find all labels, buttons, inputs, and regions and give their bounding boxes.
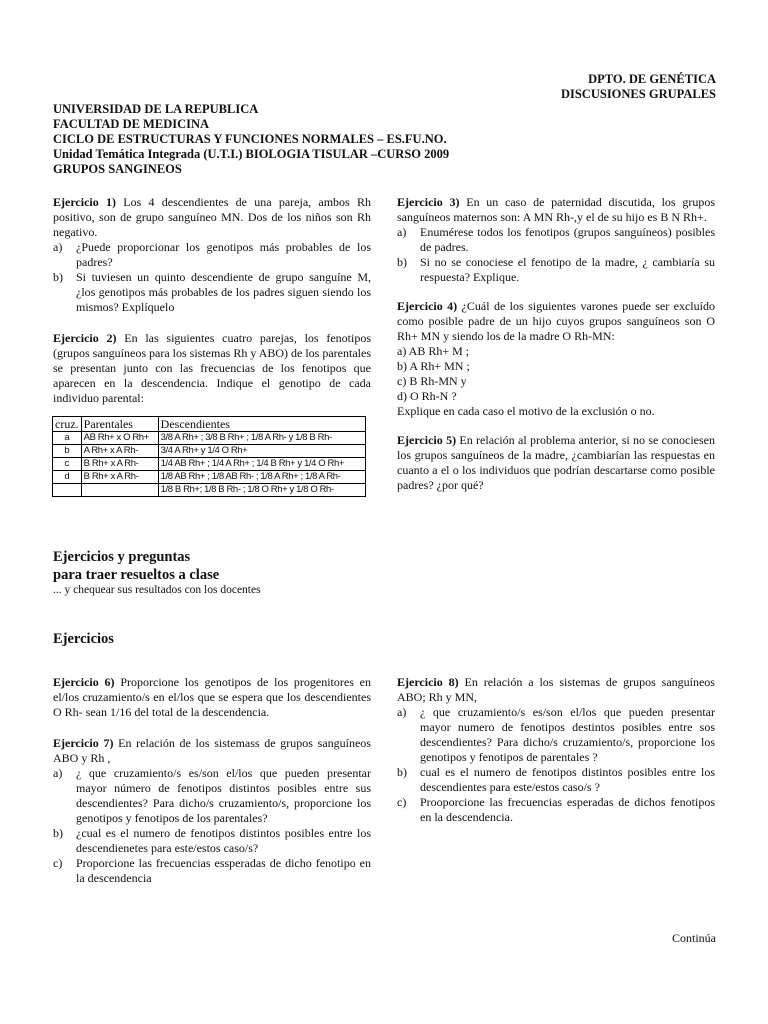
- exercise-8-item-c: c) Prooporcione las frecuencias esperadas de dichos fenotipos en la descendencia.: [397, 795, 715, 824]
- table-cell: 1/8 B Rh+; 1/8 B Rh- ; 1/8 O Rh+ y 1/8 O Rh-: [158, 484, 365, 497]
- table-cell: 1/8 AB Rh+ ; 1/8 AB Rh- ; 1/8 A Rh+ ; 1/8 A Rh-: [158, 471, 365, 484]
- table-cell: [81, 484, 158, 497]
- section-heading-exercises: Ejercicios: [53, 631, 114, 647]
- exercise-4-instruction: Explique en cada caso el motivo de la exclusión o no.: [397, 404, 655, 418]
- table-cell: a: [53, 432, 82, 445]
- table-row: [53, 458, 366, 471]
- institution-header: [53, 102, 449, 177]
- table-cell: 1/4 AB Rh+ ; 1/4 A Rh+ ; 1/4 B Rh+ y 1/4 O Rh+: [158, 458, 365, 471]
- table-header-row: [53, 417, 366, 432]
- department-name: DPTO. DE GENÉTICA: [588, 72, 716, 86]
- table-header: Descendientes: [158, 417, 365, 432]
- table-row: [53, 445, 366, 458]
- exercise-3-item-b: b) Si no se conociese el fenotipo de la madre, ¿ cambiaría su respuesta? Explique.: [397, 255, 715, 284]
- exercise-3-item-a: a) Enumérese todos los fenotipos (grupos sanguíneos) posibles de padres.: [397, 225, 715, 254]
- left-column-top: [53, 195, 371, 406]
- exercise-4-option: c) B Rh-MN y: [397, 374, 467, 388]
- exercise-2-text: En las siguientes cuatro parejas, los fenotipos (grupos sanguíneos para los sistemas Rh y ABO) de los parentales se presentan junto con las frecuencias de los fenotipos que aparecen en la descendencia. Indique el genotipo de cada individuo parental:: [53, 331, 371, 405]
- exercise-2-label: Ejercicio 2): [53, 331, 117, 345]
- exercise-4-option: a) AB Rh+ M ;: [397, 344, 470, 358]
- table-header: Parentales: [81, 417, 158, 432]
- table-cell: B Rh+ x A Rh-: [81, 471, 158, 484]
- continue-note: Continúa: [672, 931, 716, 945]
- document-type: DISCUSIONES GRUPALES: [560, 87, 716, 101]
- exercise-3-text: En un caso de paternidad discutida, los grupos sanguíneos maternos son: A MN Rh-,y el de su hijo es B N Rh+.: [397, 195, 715, 224]
- right-column-top: [397, 195, 715, 493]
- table-cell: 3/8 A Rh+ ; 3/8 B Rh+ ; 1/8 A Rh- y 1/8 B Rh-: [158, 432, 365, 445]
- section-heading-homework: Ejercicios y preguntas para traer resueltos a clase: [53, 549, 220, 583]
- table-cell: 3/4 A Rh+ y 1/4 O Rh+: [158, 445, 365, 458]
- exercise-5-text: En relación al problema anterior, si no se conociesen los grupos sanguíneos de la madre, ¿cambiarían las respuestas en cuanto a el o los individuos que podrían descartarse como posible padres? ¿por qué?: [397, 433, 715, 492]
- exercise-5: [397, 433, 715, 493]
- exercise-4-label: Ejercicio 4): [397, 299, 458, 313]
- section-subheading: ... y chequear sus resultados con los docentes: [53, 584, 261, 596]
- exercise-7-text: En relación de los sistemass de grupos sanguíneos ABO y Rh ,: [53, 736, 371, 765]
- table-cell: b: [53, 445, 82, 458]
- exercise-1-text: Los 4 descendientes de una pareja, ambos Rh positivo, son de grupo sanguíneo MN. Dos de los niños son Rh negativo.: [53, 195, 371, 239]
- table-row: [53, 484, 366, 497]
- exercise-8-label: Ejercicio 8): [397, 675, 459, 689]
- exercise-6: [53, 675, 371, 720]
- table-cell: c: [53, 458, 82, 471]
- table-row: [53, 471, 366, 484]
- exercise-7: [53, 736, 371, 886]
- exercise-8-text: En relación a los sistemas de grupos sanguíneos ABO; Rh y MN,: [397, 675, 715, 704]
- cycle-name: CICLO DE ESTRUCTURAS Y FUNCIONES NORMALES – ES.FU.NO.: [53, 132, 447, 146]
- exercise-4: [397, 299, 715, 419]
- exercise-4-option: d) O Rh-N ?: [397, 389, 457, 403]
- table-cell: [53, 484, 82, 497]
- crosses-table: [52, 416, 366, 497]
- exercise-4-text: ¿Cuál de los siguientes varones puede ser excluído como posible padre de un hijo cuyos grupos sanguíneos son O Rh+ MN y siendo los de la madre O Rh-MN:: [397, 299, 715, 343]
- exercise-2: [53, 331, 371, 406]
- right-column-bottom: [397, 675, 715, 825]
- table-cell: A Rh+ x A Rh-: [81, 445, 158, 458]
- table-row: [53, 432, 366, 445]
- exercise-1-item-a: a) ¿Puede proporcionar los genotipos más probables de los padres?: [53, 240, 371, 269]
- table-cell: d: [53, 471, 82, 484]
- faculty-name: FACULTAD DE MEDICINA: [53, 117, 210, 131]
- course-name: Unidad Temática Integrada (U.T.I.) BIOLOGIA TISULAR –CURSO 2009: [53, 147, 450, 161]
- table-cell: AB Rh+ x O Rh+: [81, 432, 158, 445]
- table-cell: B Rh+ x A Rh-: [81, 458, 158, 471]
- exercise-8-item-a: a) ¿ que cruzamiento/s es/son el/los que pueden presentar mayor numero de fenotipos destintos posibles entre sos descendientes? Para dicho/s cruzamiento/s, proporcione los genotipos y fenotipos de parentales ?: [397, 705, 715, 764]
- exercise-1: [53, 195, 371, 315]
- left-column-bottom: [53, 675, 371, 886]
- exercise-7-item-a: a) ¿ que cruzamiento/s es/son el/los que pueden presentar mayor número de fenotipos distintos posibles entre sus descendientes? Para dicho/s cruzamiento/s, proporcione los genotipos y fenotipos de los parentales?: [53, 766, 371, 825]
- exercise-6-label: Ejercicio 6): [53, 675, 115, 689]
- exercise-1-item-b: b) Si tuviesen un quinto descendiente de grupo sanguíne M, ¿los genotipos más probables de los padres siguen siendo los mismos? Explíquelo: [53, 270, 371, 314]
- exercise-8: [397, 675, 715, 825]
- exercise-8-item-b: b) cual es el numero de fenotipos distintos posibles entre los descendientes para este/estos caso/s ?: [397, 765, 715, 794]
- topic-title: GRUPOS SANGINEOS: [53, 162, 182, 176]
- exercise-4-option: b) A Rh+ MN ;: [397, 359, 470, 373]
- table-header: cruz.: [53, 417, 82, 432]
- exercise-7-item-c: c) Proporcione las frecuencias essperadas de dicho fenotipo en la descendencia: [53, 856, 371, 885]
- exercise-5-label: Ejercicio 5): [397, 433, 457, 447]
- exercise-1-label: Ejercicio 1): [53, 195, 117, 209]
- exercise-6-text: Proporcione los genotipos de los progenitores en el/los cruzamiento/s en el/los que se espera que los descendientes O Rh- sean 1/16 del total de la descendencia.: [53, 675, 371, 719]
- exercise-3-label: Ejercicio 3): [397, 195, 460, 209]
- exercise-7-item-b: b) ¿cual es el numero de fenotipos distintos posibles entre los descendienetes para este/estos caso/s?: [53, 826, 371, 855]
- exercise-7-label: Ejercicio 7): [53, 736, 114, 750]
- exercise-3: [397, 195, 715, 285]
- university-name: UNIVERSIDAD DE LA REPUBLICA: [53, 102, 259, 116]
- department-header: [561, 72, 716, 102]
